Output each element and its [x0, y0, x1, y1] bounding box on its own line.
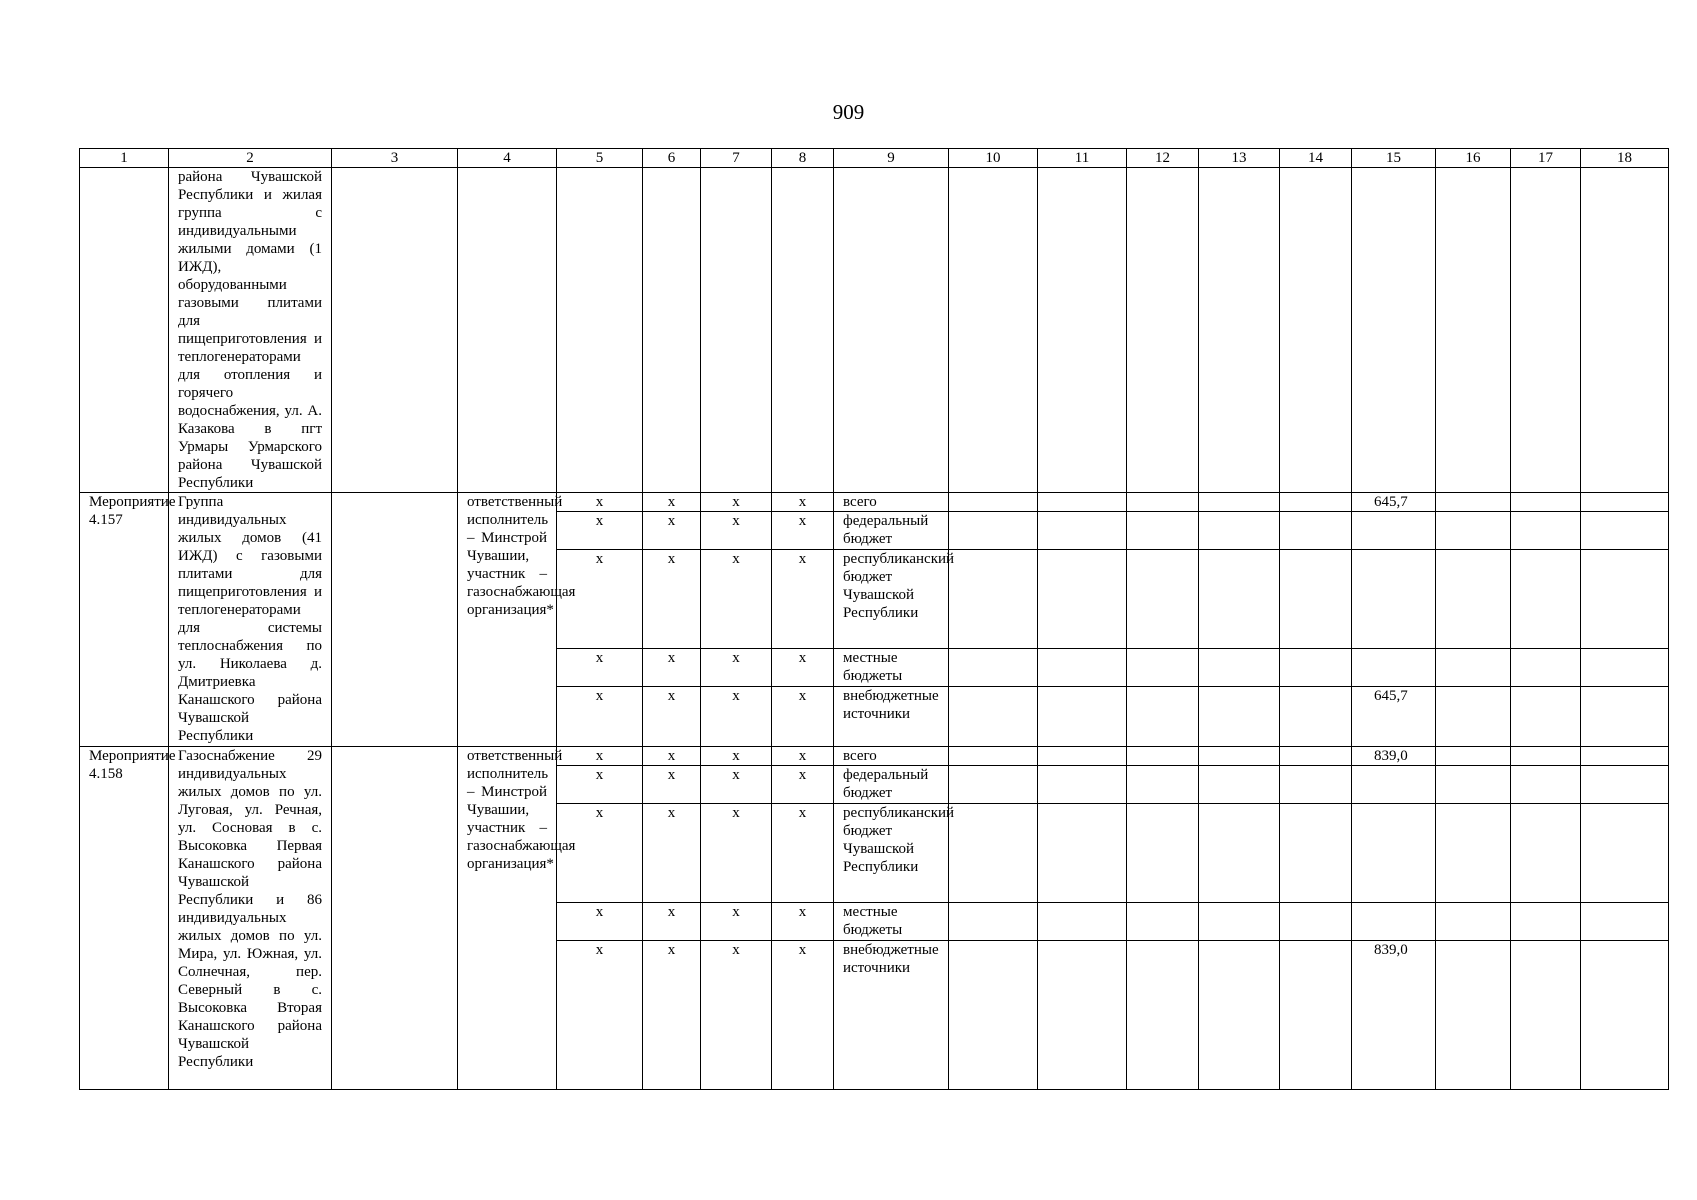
- empty-cell: [1511, 493, 1581, 512]
- column-number: 16: [1436, 149, 1511, 168]
- budget-table: [79, 148, 1669, 1090]
- mark-cell: x: [557, 903, 643, 941]
- empty-cell: [1280, 903, 1352, 941]
- empty-cell: [332, 747, 458, 1090]
- empty-cell: [949, 168, 1038, 493]
- empty-cell: [1199, 941, 1280, 1090]
- empty-cell: [1511, 512, 1581, 550]
- funding-source: внебюджетные источники: [834, 687, 949, 747]
- empty-cell: [1581, 168, 1669, 493]
- mark-cell: x: [772, 687, 834, 747]
- mark-cell: x: [557, 804, 643, 903]
- mark-cell: x: [557, 687, 643, 747]
- column-number: 2: [169, 149, 332, 168]
- empty-cell: [1352, 168, 1436, 493]
- empty-cell: [1280, 168, 1352, 493]
- empty-cell: [1581, 804, 1669, 903]
- amount-cell: [1352, 766, 1436, 804]
- amount-cell: [1352, 903, 1436, 941]
- empty-cell: [1038, 550, 1127, 649]
- empty-cell: [949, 747, 1038, 766]
- empty-cell: [332, 493, 458, 747]
- empty-cell: [1127, 168, 1199, 493]
- empty-cell: [1581, 903, 1669, 941]
- empty-cell: [1511, 550, 1581, 649]
- mark-cell: x: [772, 649, 834, 687]
- empty-cell: [1581, 941, 1669, 1090]
- column-number: 11: [1038, 149, 1127, 168]
- empty-cell: [949, 766, 1038, 804]
- empty-cell: [1436, 168, 1511, 493]
- column-number: 15: [1352, 149, 1436, 168]
- mark-cell: x: [772, 747, 834, 766]
- empty-cell: [1127, 903, 1199, 941]
- empty-cell: [1038, 903, 1127, 941]
- empty-cell: [1581, 512, 1669, 550]
- empty-cell: [1127, 747, 1199, 766]
- mark-cell: x: [701, 903, 772, 941]
- funding-source: федеральный бюджет: [834, 512, 949, 550]
- empty-cell: [1038, 804, 1127, 903]
- funding-source: республиканский бюджет Чувашской Республики: [834, 550, 949, 649]
- empty-cell: [1199, 649, 1280, 687]
- funding-source: республиканский бюджет Чувашской Республики: [834, 804, 949, 903]
- empty-cell: [1511, 903, 1581, 941]
- empty-cell: [1199, 747, 1280, 766]
- empty-cell: [1199, 550, 1280, 649]
- amount-cell: 645,7: [1352, 687, 1436, 747]
- measure-row: [80, 493, 1669, 512]
- column-number: 5: [557, 149, 643, 168]
- column-number: 8: [772, 149, 834, 168]
- amount-cell: 839,0: [1352, 941, 1436, 1090]
- mark-cell: x: [643, 903, 701, 941]
- empty-cell: [1038, 493, 1127, 512]
- mark-cell: x: [643, 512, 701, 550]
- measure-row: [80, 747, 1669, 766]
- empty-cell: [1038, 687, 1127, 747]
- mark-cell: x: [643, 687, 701, 747]
- empty-cell: [1436, 804, 1511, 903]
- mark-cell: x: [557, 766, 643, 804]
- responsible-executor: ответственный исполнитель – Минстрой Чувашии, участник – газоснабжающая организация*: [458, 747, 557, 1090]
- empty-cell: [1280, 804, 1352, 903]
- mark-cell: x: [701, 493, 772, 512]
- mark-cell: x: [643, 941, 701, 1090]
- mark-cell: x: [772, 493, 834, 512]
- empty-cell: [80, 168, 169, 493]
- empty-cell: [458, 168, 557, 493]
- amount-cell: [1352, 550, 1436, 649]
- mark-cell: x: [643, 550, 701, 649]
- empty-cell: [949, 903, 1038, 941]
- mark-cell: x: [701, 804, 772, 903]
- column-number: 4: [458, 149, 557, 168]
- empty-cell: [1511, 687, 1581, 747]
- mark-cell: x: [772, 941, 834, 1090]
- empty-cell: [1581, 493, 1669, 512]
- empty-cell: [1581, 550, 1669, 649]
- empty-cell: [1127, 687, 1199, 747]
- empty-cell: [834, 168, 949, 493]
- mark-cell: x: [772, 903, 834, 941]
- mark-cell: x: [643, 804, 701, 903]
- empty-cell: [643, 168, 701, 493]
- funding-source: местные бюджеты: [834, 903, 949, 941]
- empty-cell: [1127, 493, 1199, 512]
- mark-cell: x: [772, 550, 834, 649]
- measure-name: Газоснабжение 29 индивидуальных жилых домов по ул. Луговая, ул. Речная, ул. Сосновая в с. Высоковка Первая Канашского района Чувашской Республики и 86 индивидуальных жилых домов по ул. Мира, ул. Южная, ул. Солнечная, пер. Северный в с. Высоковка Вторая Канашского района Чувашской Республики: [169, 747, 332, 1090]
- empty-cell: [1436, 512, 1511, 550]
- amount-cell: [1352, 804, 1436, 903]
- measure-id: Мероприятие 4.158: [80, 747, 169, 1090]
- mark-cell: x: [557, 747, 643, 766]
- empty-cell: [1436, 493, 1511, 512]
- amount-cell: 839,0: [1352, 747, 1436, 766]
- mark-cell: x: [701, 649, 772, 687]
- empty-cell: [1038, 766, 1127, 804]
- empty-cell: [1127, 804, 1199, 903]
- empty-cell: [1581, 649, 1669, 687]
- empty-cell: [949, 493, 1038, 512]
- empty-cell: [1581, 747, 1669, 766]
- empty-cell: [949, 512, 1038, 550]
- empty-cell: [1038, 649, 1127, 687]
- mark-cell: x: [701, 747, 772, 766]
- mark-cell: x: [701, 550, 772, 649]
- empty-cell: [1127, 649, 1199, 687]
- mark-cell: x: [643, 649, 701, 687]
- empty-cell: [1436, 903, 1511, 941]
- empty-cell: [1199, 903, 1280, 941]
- mark-cell: x: [701, 941, 772, 1090]
- column-number: 7: [701, 149, 772, 168]
- empty-cell: [1581, 687, 1669, 747]
- mark-cell: x: [772, 512, 834, 550]
- empty-cell: [949, 550, 1038, 649]
- mark-cell: x: [701, 766, 772, 804]
- mark-cell: x: [643, 766, 701, 804]
- mark-cell: x: [557, 512, 643, 550]
- empty-cell: [1038, 512, 1127, 550]
- empty-cell: [1127, 512, 1199, 550]
- empty-cell: [949, 804, 1038, 903]
- mark-cell: x: [643, 747, 701, 766]
- mark-cell: x: [701, 512, 772, 550]
- empty-cell: [1199, 493, 1280, 512]
- empty-cell: [1280, 687, 1352, 747]
- mark-cell: x: [772, 766, 834, 804]
- column-number: 9: [834, 149, 949, 168]
- empty-cell: [1280, 941, 1352, 1090]
- empty-cell: [1280, 493, 1352, 512]
- empty-cell: [1280, 766, 1352, 804]
- funding-source: всего: [834, 493, 949, 512]
- empty-cell: [332, 168, 458, 493]
- mark-cell: x: [701, 687, 772, 747]
- empty-cell: [772, 168, 834, 493]
- mark-cell: x: [557, 550, 643, 649]
- empty-cell: [1280, 550, 1352, 649]
- column-number: 17: [1511, 149, 1581, 168]
- empty-cell: [701, 168, 772, 493]
- empty-cell: [1199, 512, 1280, 550]
- empty-cell: [1511, 804, 1581, 903]
- empty-cell: [949, 649, 1038, 687]
- page-number: 909: [832, 100, 865, 124]
- empty-cell: [557, 168, 643, 493]
- mark-cell: x: [643, 493, 701, 512]
- column-number: 6: [643, 149, 701, 168]
- continuation-name: района Чувашской Республики и жилая группа с индивидуальными жилыми домами (1 ИЖД), оборудованными газовыми плитами для пищеприготовления и теплогенераторами для отопления и горячего водоснабжения, ул. А. Казакова в пгт Урмары Урмарского района Чувашской Республики: [169, 168, 332, 493]
- empty-cell: [1511, 649, 1581, 687]
- column-number: 14: [1280, 149, 1352, 168]
- amount-cell: [1352, 512, 1436, 550]
- empty-cell: [1038, 747, 1127, 766]
- responsible-executor: ответственный исполнитель – Минстрой Чувашии, участник – газоснабжающая организация*: [458, 493, 557, 747]
- empty-cell: [1436, 550, 1511, 649]
- funding-source: местные бюджеты: [834, 649, 949, 687]
- empty-cell: [1511, 941, 1581, 1090]
- column-number: 10: [949, 149, 1038, 168]
- empty-cell: [1127, 550, 1199, 649]
- column-number: 13: [1199, 149, 1280, 168]
- empty-cell: [1581, 766, 1669, 804]
- empty-cell: [1436, 687, 1511, 747]
- column-number: 18: [1581, 149, 1669, 168]
- continuation-row: [80, 168, 1669, 493]
- mark-cell: x: [772, 804, 834, 903]
- empty-cell: [1511, 168, 1581, 493]
- empty-cell: [1038, 168, 1127, 493]
- measure-name: Группа индивидуальных жилых домов (41 ИЖД) с газовыми плитами для пищеприготовления и теплогенераторами для системы теплоснабжения по ул. Николаева д. Дмитриевка Канашского района Чувашской Республики: [169, 493, 332, 747]
- empty-cell: [1436, 649, 1511, 687]
- column-number: 1: [80, 149, 169, 168]
- empty-cell: [1511, 747, 1581, 766]
- empty-cell: [1127, 766, 1199, 804]
- measure-id: Мероприятие 4.157: [80, 493, 169, 747]
- empty-cell: [1199, 766, 1280, 804]
- mark-cell: x: [557, 649, 643, 687]
- empty-cell: [1511, 766, 1581, 804]
- mark-cell: x: [557, 941, 643, 1090]
- funding-source: всего: [834, 747, 949, 766]
- funding-source: внебюджетные источники: [834, 941, 949, 1090]
- empty-cell: [1280, 649, 1352, 687]
- empty-cell: [949, 687, 1038, 747]
- empty-cell: [1199, 804, 1280, 903]
- column-number: 12: [1127, 149, 1199, 168]
- empty-cell: [1436, 941, 1511, 1090]
- empty-cell: [949, 941, 1038, 1090]
- column-number: 3: [332, 149, 458, 168]
- empty-cell: [1199, 687, 1280, 747]
- column-number-row: [80, 149, 1669, 168]
- empty-cell: [1280, 512, 1352, 550]
- empty-cell: [1038, 941, 1127, 1090]
- empty-cell: [1127, 941, 1199, 1090]
- amount-cell: 645,7: [1352, 493, 1436, 512]
- empty-cell: [1436, 747, 1511, 766]
- empty-cell: [1199, 168, 1280, 493]
- funding-source: федеральный бюджет: [834, 766, 949, 804]
- amount-cell: [1352, 649, 1436, 687]
- mark-cell: x: [557, 493, 643, 512]
- empty-cell: [1436, 766, 1511, 804]
- empty-cell: [1280, 747, 1352, 766]
